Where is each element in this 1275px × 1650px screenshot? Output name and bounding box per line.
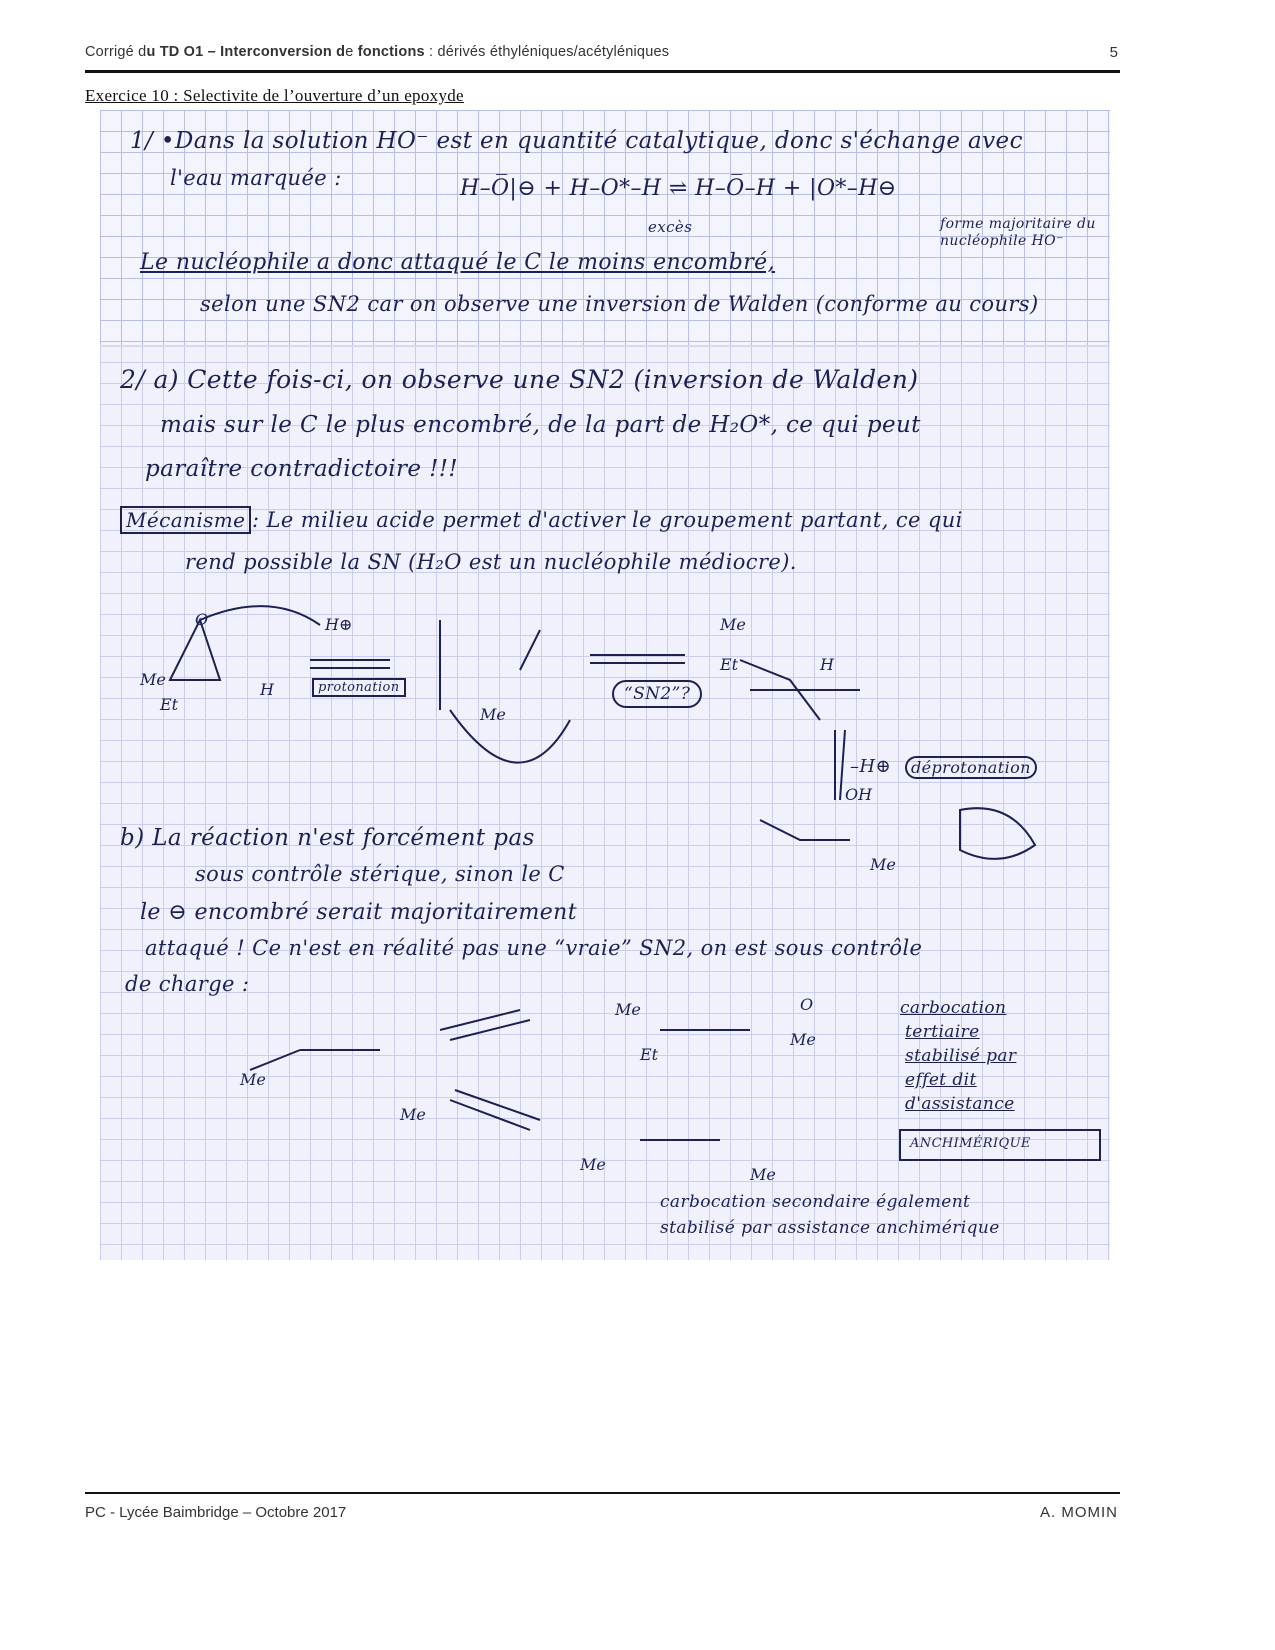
carbocation-note-1: carbocation bbox=[900, 998, 1007, 1018]
me-label: Me bbox=[240, 1070, 266, 1089]
protonation-label: protonation bbox=[312, 678, 406, 697]
header-title-part: – bbox=[203, 44, 221, 60]
me-label: Me bbox=[790, 1030, 816, 1049]
q1-line1: 1/ •Dans la solution HO⁻ est en quantité catalytique, donc s'échange avec bbox=[130, 128, 1023, 154]
h-label: H bbox=[260, 680, 274, 699]
page-footer bbox=[85, 1492, 1120, 1534]
me-label: Me bbox=[615, 1000, 641, 1019]
header-title-part: fonctions bbox=[357, 44, 425, 60]
et-label: Et bbox=[640, 1045, 659, 1064]
sn2-question-label: “SN2”? bbox=[612, 680, 702, 708]
q1-equation: H–O̅|⊖ + H–O*–H ⇌ H–O̅–H + |O*–H⊖ bbox=[460, 176, 897, 201]
handwritten-scan bbox=[100, 110, 1110, 1260]
header-title-part: e bbox=[345, 44, 358, 60]
q2b-line5: de charge : bbox=[125, 972, 250, 996]
me-label: Me bbox=[480, 705, 506, 724]
q2a-line3: paraître contradictoire !!! bbox=[145, 456, 459, 482]
carbocation-note-3: stabilisé par bbox=[905, 1046, 1017, 1066]
et-label: Et bbox=[720, 655, 739, 674]
q2a-line2: mais sur le C le plus encombré, de la part de H₂O*, ce qui peut bbox=[160, 412, 921, 438]
q1-majority-note: forme majoritaire du nucléophile HO⁻ bbox=[940, 216, 1096, 249]
q1-line2: l'eau marquée : bbox=[170, 166, 342, 190]
q2a-line1: 2/ a) Cette fois-ci, on observe une SN2 (inversion de Walden) bbox=[120, 365, 919, 394]
header-title-part: : dérivés éthyléniques/acétyléniques bbox=[424, 44, 670, 60]
footer-author: A. MOMIN bbox=[1040, 1504, 1118, 1521]
me-label: Me bbox=[720, 615, 746, 634]
carbocation-note-2: tertiaire bbox=[905, 1022, 980, 1042]
q2b-line2: sous contrôle stérique, sinon le C bbox=[195, 862, 565, 886]
h-label: H bbox=[820, 655, 834, 674]
anchimeric-label: ANCHIMÉRIQUE bbox=[910, 1136, 1031, 1151]
carbocation2-note-1: carbocation secondaire également bbox=[660, 1192, 971, 1212]
q1-exces-label: excès bbox=[648, 218, 693, 236]
mechanism-label: Mécanisme bbox=[120, 506, 251, 534]
oh-label: OH bbox=[845, 785, 873, 804]
et-label: Et bbox=[160, 695, 179, 714]
deprotonation-minus-h: –H⊕ bbox=[850, 756, 891, 777]
q1-line3: Le nucléophile a donc attaqué le C le moins encombré, bbox=[140, 250, 775, 275]
page-header bbox=[85, 40, 1120, 73]
q2b-line3: le ⊖ encombré serait majoritairement bbox=[140, 900, 577, 925]
header-title-part: Corrigé d bbox=[85, 44, 147, 60]
carbocation-note-4: effet dit bbox=[905, 1070, 977, 1090]
me-label: Me bbox=[870, 855, 896, 874]
mechanism-line1: : Le milieu acide permet d'activer le groupement partant, ce qui bbox=[252, 508, 963, 532]
header-title-part: u TD O1 bbox=[146, 44, 204, 60]
q2b-line4: attaqué ! Ce n'est en réalité pas une “vraie” SN2, on est sous contrôle bbox=[145, 936, 923, 960]
carbocation-note-5: d'assistance bbox=[905, 1094, 1015, 1114]
exercise-title: Exercice 10 : Selectivite de l’ouverture d’un epoxyde bbox=[85, 86, 464, 105]
q1-line4: selon une SN2 car on observe une inversion de Walden (conforme au cours) bbox=[200, 292, 1039, 316]
proton-label: H⊕ bbox=[325, 615, 353, 634]
me-label: Me bbox=[750, 1165, 776, 1184]
mechanism-line2: rend possible la SN (H₂O est un nucléophile médiocre). bbox=[185, 550, 797, 574]
epoxide-oxygen: O bbox=[195, 610, 209, 629]
oxygen-label: O bbox=[800, 995, 814, 1014]
me-label: Me bbox=[580, 1155, 606, 1174]
me-label: Me bbox=[400, 1105, 426, 1124]
me-label: Me bbox=[140, 670, 166, 689]
header-title-part: Interconversion d bbox=[220, 44, 346, 60]
deprotonation-label: déprotonation bbox=[905, 756, 1037, 779]
header-title bbox=[85, 44, 669, 60]
footer-left: PC - Lycée Baimbridge – Octobre 2017 bbox=[85, 1504, 347, 1521]
q2b-line1: b) La réaction n'est forcément pas bbox=[120, 825, 535, 851]
carbocation2-note-2: stabilisé par assistance anchimérique bbox=[660, 1218, 1000, 1238]
page-number: 5 bbox=[1109, 44, 1118, 61]
